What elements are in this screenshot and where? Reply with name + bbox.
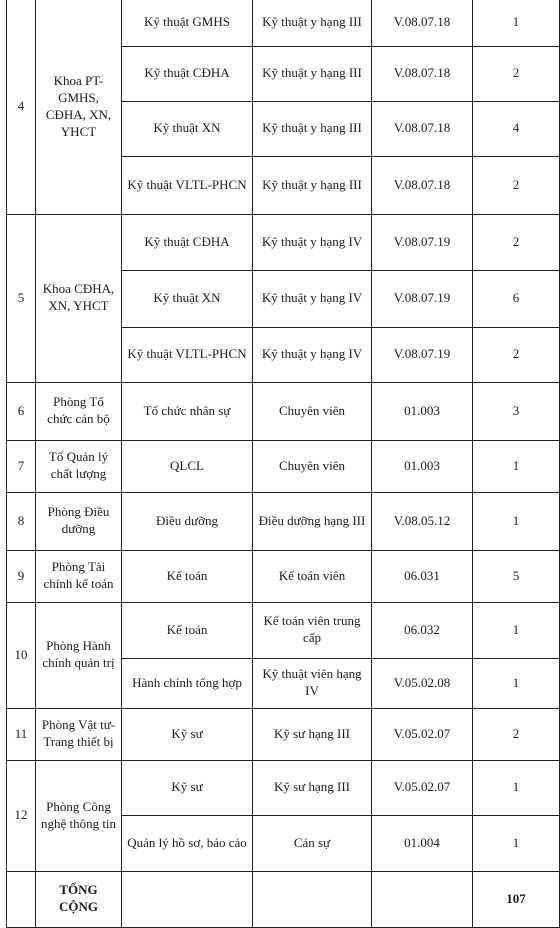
rank-code: V.08.07.19 (372, 270, 473, 327)
total-label: TỔNG CỘNG (36, 871, 122, 927)
rank-title: Kỹ thuật y hạng III (253, 156, 372, 214)
job-position: Điều dưỡng (122, 492, 253, 550)
rank-title: Kỹ thuật y hạng III (253, 0, 372, 46)
rank-code: 01.003 (372, 440, 473, 492)
headcount: 6 (473, 270, 560, 327)
rank-code: V.05.02.07 (372, 708, 473, 760)
job-position: Quản lý hồ sơ, báo cáo (122, 815, 253, 871)
staffing-table (6, 0, 560, 928)
row-number: 9 (7, 550, 36, 602)
rank-code: V.05.02.07 (372, 760, 473, 815)
job-position: Hành chính tổng hợp (122, 658, 253, 708)
table-row (7, 550, 560, 602)
job-position: Kỹ thuật CĐHA (122, 46, 253, 101)
row-number: 11 (7, 708, 36, 760)
row-number: 5 (7, 214, 36, 382)
job-position: Kỹ thuật VLTL-PHCN (122, 156, 253, 214)
job-position: Kỹ thuật GMHS (122, 0, 253, 46)
rank-code: V.08.07.18 (372, 101, 473, 156)
headcount: 1 (473, 815, 560, 871)
rank-code: V.08.07.18 (372, 156, 473, 214)
job-position: Kế toán (122, 550, 253, 602)
headcount: 1 (473, 492, 560, 550)
headcount: 5 (473, 550, 560, 602)
rank-title: Kỹ thuật y hạng III (253, 46, 372, 101)
table-row (7, 760, 560, 815)
department-name: Khoa CĐHA, XN, YHCT (36, 214, 122, 382)
department-name: Phòng Công nghệ thông tin (36, 760, 122, 871)
rank-title: Kỹ thuật y hạng IV (253, 214, 372, 270)
rank-code: 06.031 (372, 550, 473, 602)
rank-code: V.08.07.18 (372, 46, 473, 101)
table-row (7, 492, 560, 550)
rank-title: Chuyên viên (253, 440, 372, 492)
department-name: Phòng Hành chính quản trị (36, 602, 122, 708)
headcount: 1 (473, 0, 560, 46)
headcount: 2 (473, 327, 560, 382)
job-position: Kỹ sư (122, 708, 253, 760)
rank-code: V.08.05.12 (372, 492, 473, 550)
rank-code: V.05.02.08 (372, 658, 473, 708)
row-number: 7 (7, 440, 36, 492)
job-position: Kỹ thuật CĐHA (122, 214, 253, 270)
job-position: QLCL (122, 440, 253, 492)
table-row (7, 0, 560, 46)
rank-code: V.08.07.19 (372, 214, 473, 270)
row-number: 8 (7, 492, 36, 550)
rank-code: 01.003 (372, 382, 473, 440)
headcount: 2 (473, 708, 560, 760)
job-position: Kỹ thuật XN (122, 101, 253, 156)
department-name: Phòng Tài chính kế toán (36, 550, 122, 602)
row-number: 4 (7, 0, 36, 214)
rank-code: V.08.07.19 (372, 327, 473, 382)
total-blank-cell (253, 871, 372, 927)
rank-title: Điều dưỡng hạng III (253, 492, 372, 550)
rank-title: Kỹ thuật viên hạng IV (253, 658, 372, 708)
job-position: Kỹ thuật XN (122, 270, 253, 327)
department-name: Khoa PT-GMHS, CĐHA, XN, YHCT (36, 0, 122, 214)
rank-title: Kỹ sư hạng III (253, 760, 372, 815)
table-row (7, 708, 560, 760)
headcount: 2 (473, 156, 560, 214)
table-row (7, 440, 560, 492)
rank-code: 01.004 (372, 815, 473, 871)
job-position: Kỹ sư (122, 760, 253, 815)
headcount: 1 (473, 440, 560, 492)
headcount: 4 (473, 101, 560, 156)
rank-title: Kỹ thuật y hạng III (253, 101, 372, 156)
total-row (7, 871, 560, 927)
headcount: 2 (473, 214, 560, 270)
department-name: Phòng Tổ chức cán bộ (36, 382, 122, 440)
row-number: 6 (7, 382, 36, 440)
headcount: 1 (473, 658, 560, 708)
table-row (7, 382, 560, 440)
headcount: 1 (473, 760, 560, 815)
total-blank-cell (122, 871, 253, 927)
total-blank-cell (372, 871, 473, 927)
rank-title: Cán sự (253, 815, 372, 871)
rank-title: Chuyên viên (253, 382, 372, 440)
headcount: 1 (473, 602, 560, 658)
headcount: 2 (473, 46, 560, 101)
total-blank-cell (7, 871, 36, 927)
rank-code: V.08.07.18 (372, 0, 473, 46)
row-number: 12 (7, 760, 36, 871)
headcount: 3 (473, 382, 560, 440)
rank-title: Kỹ sư hạng III (253, 708, 372, 760)
rank-title: Kỹ thuật y hạng IV (253, 270, 372, 327)
job-position: Kỹ thuật VLTL-PHCN (122, 327, 253, 382)
department-name: Tổ Quản lý chất lượng (36, 440, 122, 492)
table-row (7, 602, 560, 658)
rank-title: Kế toán viên (253, 550, 372, 602)
rank-title: Kế toán viên trung cấp (253, 602, 372, 658)
job-position: Tổ chức nhân sự (122, 382, 253, 440)
job-position: Kế toán (122, 602, 253, 658)
table-row (7, 214, 560, 270)
rank-code: 06.032 (372, 602, 473, 658)
total-value: 107 (473, 871, 560, 927)
department-name: Phòng Vật tư-Trang thiết bị (36, 708, 122, 760)
department-name: Phòng Điều dưỡng (36, 492, 122, 550)
row-number: 10 (7, 602, 36, 708)
rank-title: Kỹ thuật y hạng IV (253, 327, 372, 382)
table-body (7, 0, 560, 927)
